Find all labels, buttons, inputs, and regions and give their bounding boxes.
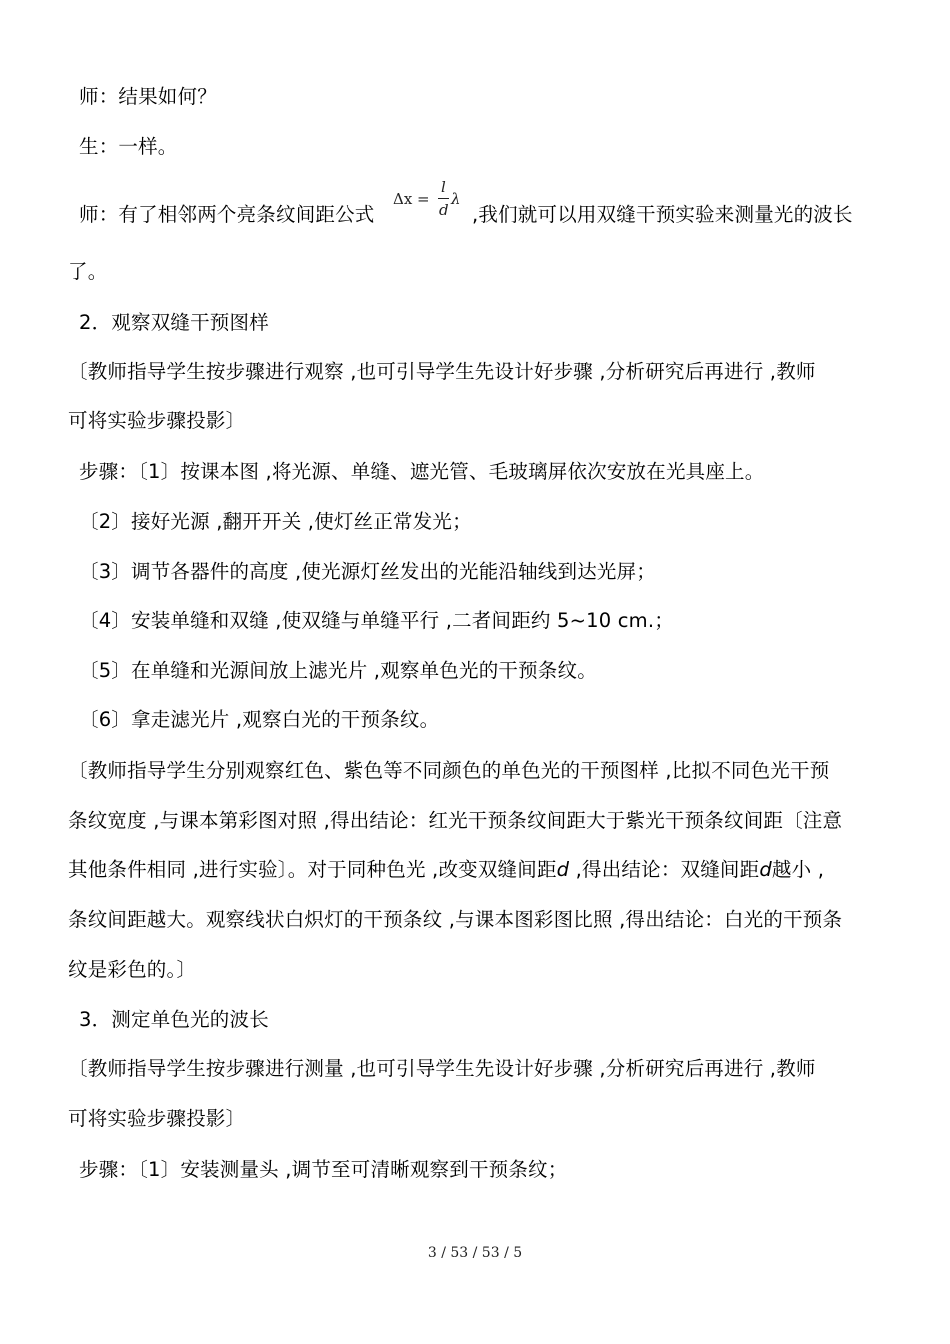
formula-denominator: d (439, 201, 449, 219)
text-span: ,得出结论：双缝间距 (569, 858, 760, 881)
formula-lhs: Δx = (393, 190, 430, 208)
text-line: 条纹间距越大。观察线状白炽灯的干预条纹 ,与课本图彩图比照 ,得出结论：白光的干预条 (68, 908, 843, 931)
page-number: 3 / 53 / 53 / 5 (427, 1245, 523, 1261)
formula-factor: λ (451, 190, 461, 208)
text-line: 步骤：〔1〕按课本图 ,将光源、单缝、遮光管、毛玻璃屏依次安放在光具座上。 (79, 460, 765, 483)
text-line: 师：结果如何？ (79, 85, 217, 108)
fraction-bar (438, 198, 449, 199)
text-line: 〔3〕调节各器件的高度 ,使光源灯丝发出的光能沿轴线到达光屏； (79, 560, 657, 583)
section-heading: 2．观察双缝干预图样 (79, 311, 269, 334)
text-line: 步骤：〔1〕安装测量头 ,调节至可清晰观察到干预条纹； (79, 1158, 568, 1181)
text-line: 〔5〕在单缝和光源间放上滤光片 ,观察单色光的干预条纹。 (79, 659, 597, 682)
text-line: 师：有了相邻两个亮条纹间距公式 (79, 203, 375, 226)
text-line: 〔2〕接好光源 ,翻开开关 ,使灯丝正常发光； (79, 510, 472, 533)
text-line: 了。 (68, 260, 108, 283)
text-line: 〔教师指导学生按步骤进行测量 ,也可引导学生先设计好步骤 ,分析研究后再进行 ,教师 (68, 1057, 816, 1080)
text-line (68, 857, 824, 883)
section-heading: 3．测定单色光的波长 (79, 1008, 269, 1031)
text-line: 〔4〕安装单缝和双缝 ,使双缝与单缝平行 ,二者间距约 5~10 cm.； (79, 609, 674, 632)
variable-d: d (556, 858, 570, 881)
spacing-formula (393, 178, 468, 226)
formula-numerator: l (441, 178, 446, 196)
text-span: 越小 , (771, 858, 825, 881)
text-line: 生：一样。 (79, 135, 178, 158)
text-line: ,我们就可以用双缝干预实验来测量光的波长 (472, 203, 853, 226)
text-line: 可将实验步骤投影〕 (68, 1107, 246, 1130)
text-line: 〔6〕拿走滤光片 ,观察白光的干预条纹。 (79, 708, 440, 731)
text-line: 〔教师指导学生分别观察红色、紫色等不同颜色的单色光的干预图样 ,比拟不同色光干预 (68, 759, 830, 782)
variable-d: d (759, 858, 772, 881)
text-span: 其他条件相同 ,进行实验〕。对于同种色光 ,改变双缝间距 (68, 858, 557, 881)
text-line: 可将实验步骤投影〕 (68, 409, 246, 432)
text-line: 条纹宽度 ,与课本第彩图对照 ,得出结论：红光干预条纹间距大于紫光干预条纹间距〔注意 (68, 809, 843, 832)
text-line: 〔教师指导学生按步骤进行观察 ,也可引导学生先设计好步骤 ,分析研究后再进行 ,教师 (68, 360, 816, 383)
text-line: 纹是彩色的。〕 (68, 958, 197, 981)
